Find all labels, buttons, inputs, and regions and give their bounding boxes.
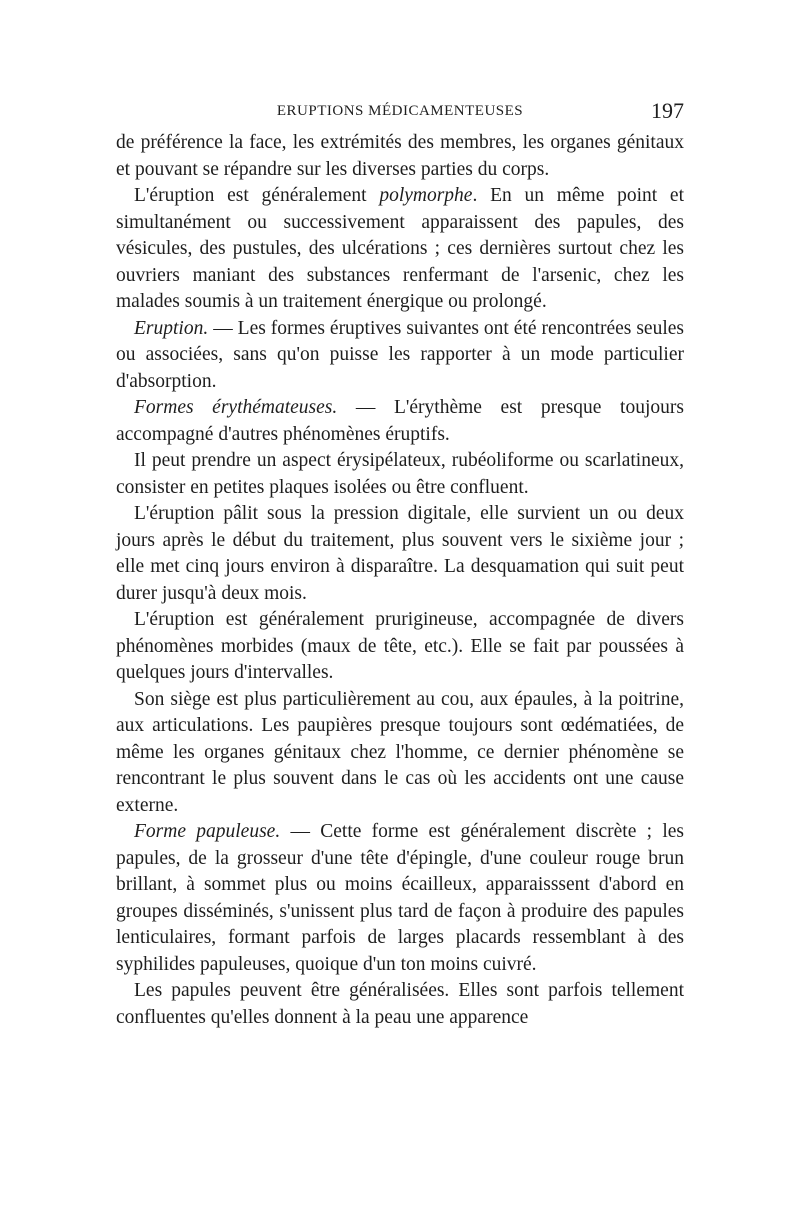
paragraph-text: — Les formes éruptives suivantes ont été rencontrées seules ou associées, sans qu'on puisse les rapporter à un mode particulier d'absorption. — [116, 317, 684, 392]
paragraph-text: — Cette forme est généralement discrète ; les papules, de la grosseur d'une tête d'épingle, d'une couleur rouge brun brillant, à sommet plus ou moins écailleux, apparaisssent d'abord en groupes disséminés, s'unissent plus tard de façon à produire des papules lenticulaires, formant parfois de larges placards ressemblant à des syphilides papuleuses, quoique d'un ton moins cuivré. — [116, 821, 684, 975]
section-lead: Eruption. — [134, 317, 209, 339]
paragraph-text: Son siège est plus particulièrement au cou, aux épaules, à la poitrine, aux articulations. Les paupières presque toujours sont œdématiées, de même les organes génitaux chez l'homme, ce dernier phénomène se rencontrant le plus souvent dans le cas où les accidents ont une cause externe. — [116, 688, 684, 816]
paragraph-text: . En un même point et simultanément ou successivement apparaissent des papules, des vésicules, des pustules, des ulcérations ; ces dernières surtout chez les ouvriers maniant des substances renfermant de l'arsenic, chez les malades soumis à un traitement énergique ou prolongé. — [116, 185, 685, 312]
running-title: ERUPTIONS MÉDICAMENTEUSES — [276, 103, 524, 119]
paragraph-text: Il peut prendre un aspect érysipélateux, rubéoliforme ou scarlatineux, consister en petites plaques isolées ou être confluent. — [116, 450, 684, 498]
paragraph-text: L'éruption est généralement — [134, 185, 380, 206]
running-head — [116, 98, 684, 126]
paragraph-text: L'éruption est généralement prurigineuse, accompagnée de divers phénomènes morbides (maux de tête, etc.). Elle se fait par poussées à quelques jours d'intervalles. — [116, 609, 684, 683]
paragraph — [116, 607, 684, 687]
paragraph — [116, 316, 684, 396]
paragraph — [116, 183, 684, 316]
paragraph-text: de préférence la face, les extrémités des membres, les organes génitaux et pouvant se répandre sur les diverses parties du corps. — [116, 132, 684, 180]
paragraph — [116, 130, 684, 183]
emphasized-term: polymorphe — [379, 185, 473, 206]
paragraph-text: — L'érythème est presque toujours accompagné d'autres phénomènes éruptifs. — [116, 397, 684, 445]
paragraph — [116, 448, 684, 501]
section-lead: Formes érythémateuses. — [134, 397, 338, 418]
page-number: 197 — [651, 98, 684, 123]
paragraph — [116, 501, 684, 607]
body-text — [116, 130, 684, 1031]
paragraph — [116, 687, 684, 820]
paragraph-text: L'éruption pâlit sous la pression digitale, elle survient un ou deux jours après le début du traitement, plus souvent vers le sixième jour ; elle met cinq jours environ à disparaître. La desquamation qui suit peut durer jusqu'à deux mois. — [116, 503, 684, 604]
paragraph — [116, 395, 684, 448]
section-lead: Forme papuleuse. — [134, 821, 281, 842]
paragraph — [116, 978, 684, 1031]
paragraph-text: Les papules peuvent être généralisées. Elles sont parfois tellement confluentes qu'elles donnent à la peau une apparence — [116, 980, 684, 1028]
paragraph — [116, 819, 684, 978]
